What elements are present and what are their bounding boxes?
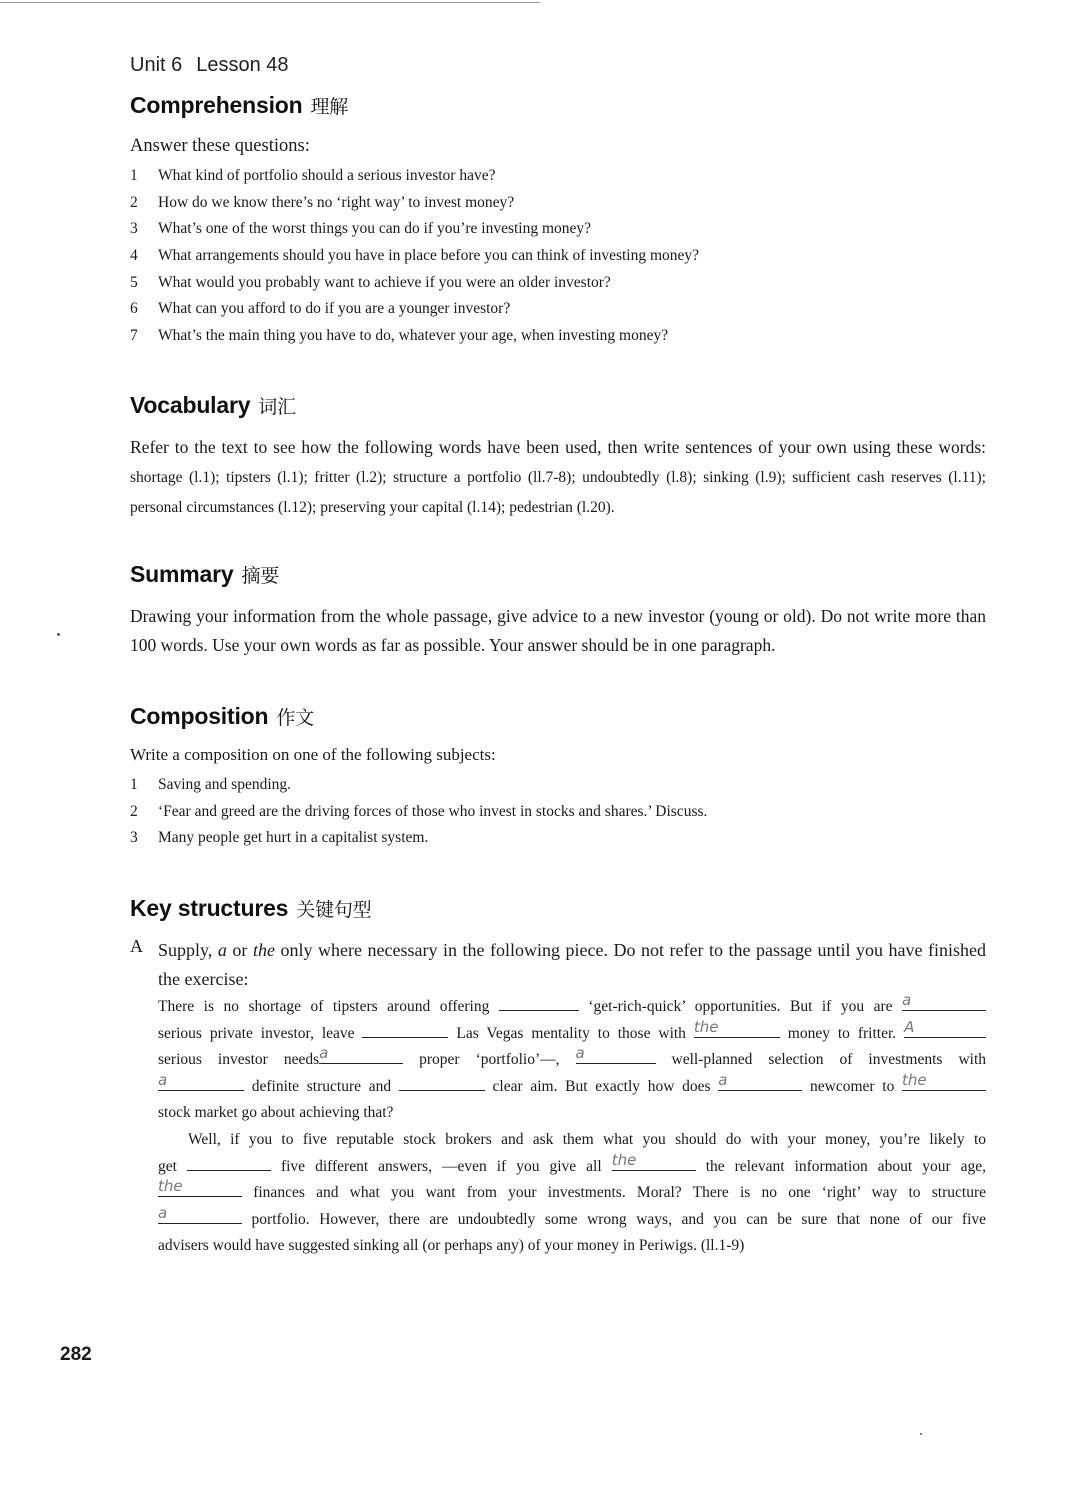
- answer-blank[interactable]: a: [319, 1048, 403, 1064]
- subject-item: 1 Saving and spending.: [130, 776, 292, 793]
- composition-title: Composition: [130, 703, 269, 729]
- vocabulary-words: shortage (l.1); tipsters (l.1); fritter (l.2); structure a portfolio (ll.7-8); undoubtedly (l.8); sinking (l.9); sufficient cash reserves (l.11); personal circumstances (l.12); preserving your capital (l.14); pedestrian (l.20).: [130, 469, 986, 516]
- comprehension-title-cn: 理解: [310, 96, 349, 118]
- exercise-passage: [158, 991, 987, 1260]
- question-item: 2 How do we know there’s no ‘right way’ to invest money?: [130, 193, 515, 211]
- question-item: 6 What can you afford to do if you are a younger investor?: [130, 300, 511, 318]
- vocabulary-intro: Refer to the text to see how the following words have been used, then write sentences of your own using these words:: [130, 437, 986, 457]
- answer-blank[interactable]: the: [902, 1075, 986, 1091]
- comprehension-heading: [130, 92, 348, 119]
- answer-blank[interactable]: the: [612, 1155, 696, 1171]
- passage-line: a portfolio. However, there are undoubtedly some wrong ways, and you can be sure that none of our five: [158, 1203, 986, 1228]
- answer-blank[interactable]: the: [694, 1022, 780, 1038]
- unit-label: Unit 6: [130, 54, 183, 76]
- passage-line: serious investor needs a proper ‘portfolio’—, a well-planned selection of investments with: [158, 1044, 987, 1069]
- answer-blank[interactable]: [362, 1022, 448, 1038]
- answer-blank[interactable]: [499, 995, 579, 1011]
- composition-prompt: Write a composition on one of the following subjects:: [130, 745, 496, 764]
- answer-blank[interactable]: a: [902, 995, 986, 1011]
- summary-title: Summary: [130, 561, 234, 587]
- scan-speck: [920, 1433, 922, 1435]
- question-item: 7 What’s the main thing you have to do, whatever your age, when investing money?: [130, 327, 669, 345]
- passage-line: the finances and what you want from your investments. Moral? There is no one ‘right’ way to structure: [158, 1177, 986, 1202]
- question-item: 5 What would you probably want to achieve if you were an older investor?: [130, 273, 611, 291]
- scan-speck: [57, 633, 60, 636]
- question-item: 1 What kind of portfolio should a serious investor have?: [130, 167, 496, 184]
- vocabulary-title: Vocabulary: [130, 392, 251, 418]
- composition-heading: [130, 703, 314, 730]
- passage-line: serious private investor, leave Las Vegas mentality to those with the money to fritter. A: [158, 1021, 986, 1048]
- composition-title-cn: 作文: [276, 707, 314, 729]
- answer-blank[interactable]: A: [904, 1022, 986, 1038]
- passage-line: Well, if you to five reputable stock brokers and ask them what you should do with your money, you’re likely to: [188, 1130, 986, 1148]
- key-structures-title-cn: 关键句型: [296, 899, 372, 921]
- passage-line: a definite structure and clear aim. But exactly how does a newcomer to the: [158, 1074, 986, 1101]
- vocabulary-heading: [130, 392, 296, 419]
- question-item: 4 What arrangements should you have in place before you can think of investing money?: [130, 247, 700, 265]
- summary-title-cn: 摘要: [241, 565, 280, 587]
- page-number: 282: [60, 1344, 92, 1365]
- summary-text: Drawing your information from the whole passage, give advice to a new investor (young or old). Do not write more than 100 words. Use your own words as far as possible. Your answer should be in one paragraph.: [130, 606, 986, 655]
- subject-item: 2 ‘Fear and greed are the driving forces of those who invest in stocks and shares.’ Discuss.: [130, 802, 708, 820]
- summary-heading: [130, 561, 279, 588]
- answer-blank[interactable]: a: [158, 1075, 244, 1091]
- vocabulary-text: [130, 433, 986, 522]
- key-structures-title: Key structures: [130, 895, 289, 921]
- exercise-letter: A: [130, 936, 143, 956]
- comprehension-prompt: Answer these questions:: [130, 136, 310, 156]
- answer-blank[interactable]: a: [718, 1075, 802, 1091]
- exercise-instruction: Supply, a or the only where necessary in the following piece. Do not refer to the passage until you have finished the exercise:: [158, 940, 987, 989]
- composition-subjects: [130, 772, 707, 852]
- answer-blank[interactable]: [399, 1075, 485, 1091]
- answer-blank[interactable]: the: [158, 1181, 242, 1197]
- answer-blank[interactable]: a: [576, 1048, 656, 1064]
- top-rule: [0, 2, 540, 3]
- passage-line: advisers would have suggested sinking all (or perhaps any) of your money in Periwigs. (ll.1-9): [158, 1237, 745, 1255]
- vocabulary-title-cn: 词汇: [258, 396, 296, 418]
- answer-blank[interactable]: a: [158, 1208, 242, 1224]
- passage-line: get five different answers, —even if you give all the the relevant information about your age,: [158, 1150, 987, 1175]
- page-header: [130, 54, 289, 77]
- lesson-label: Lesson 48: [196, 54, 289, 76]
- passage-line: There is no shortage of tipsters around offering ‘get-rich-quick’ opportunities. But if you are a: [158, 994, 986, 1021]
- key-structures-heading: [130, 895, 371, 922]
- question-item: 3 What’s one of the worst things you can do if you’re investing money?: [130, 220, 592, 238]
- answer-blank[interactable]: [187, 1155, 271, 1171]
- comprehension-title: Comprehension: [130, 92, 303, 118]
- comprehension-questions: [130, 163, 699, 350]
- passage-line: stock market go about achieving that?: [158, 1104, 394, 1122]
- subject-item: 3 Many people get hurt in a capitalist system.: [130, 829, 429, 847]
